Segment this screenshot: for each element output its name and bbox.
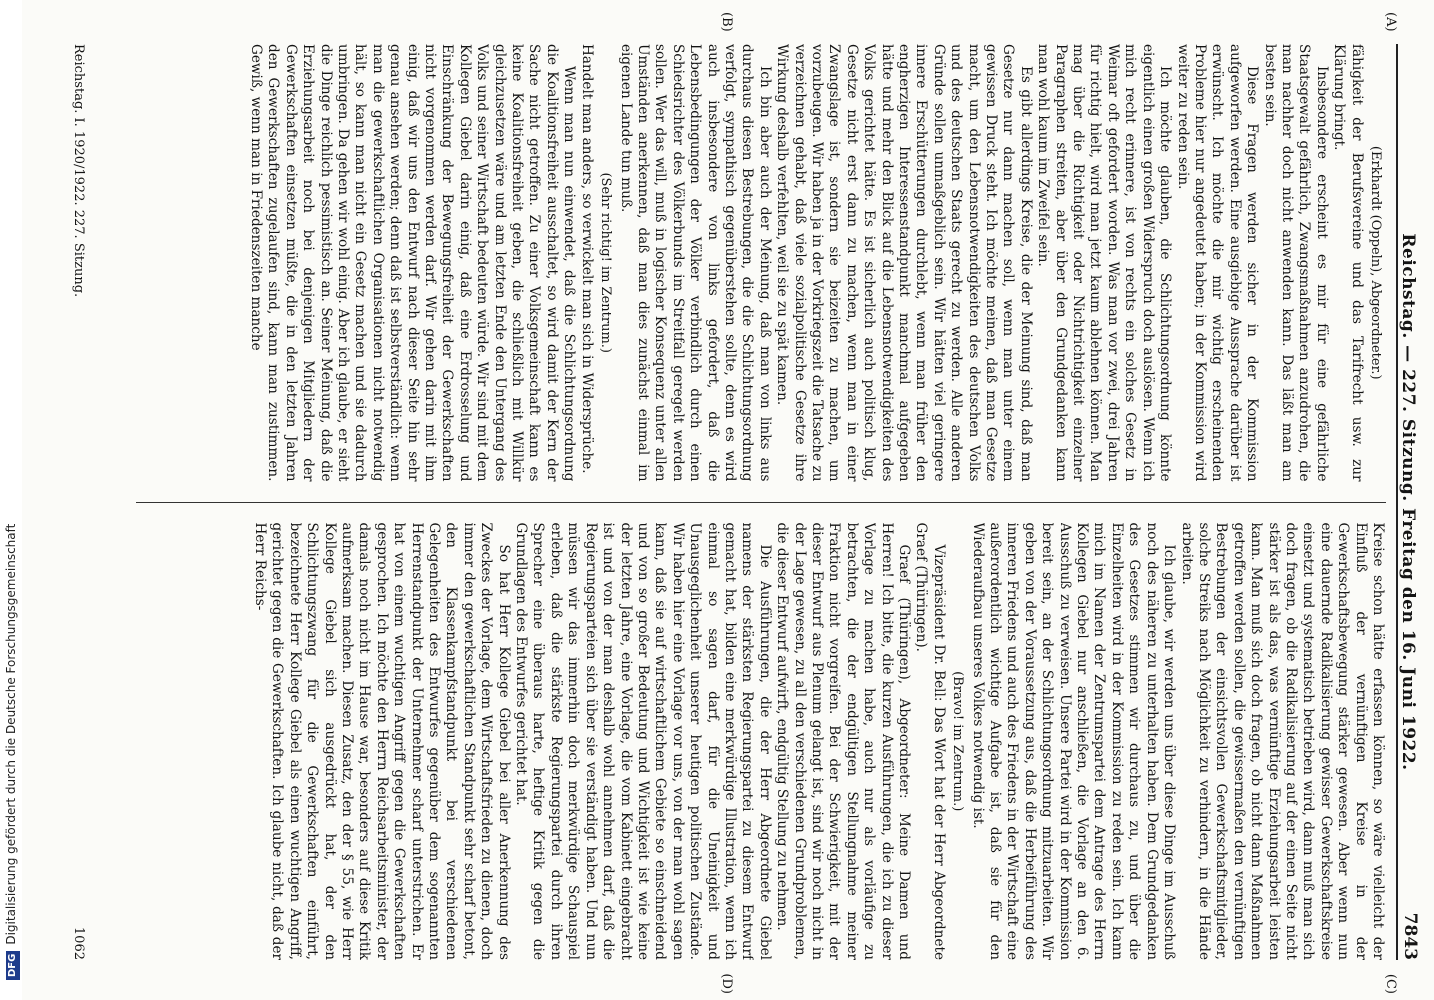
interjection: (Bravo! im Zentrum.) (950, 671, 966, 812)
page-footer (68, 44, 90, 960)
paragraph: Ich glaube, wir werden uns über diese Dinge im Ausschuß noch des näheren zu unterhalten haben. Dem Grundgedanken des Gesetzes stimmen wir durchaus zu, und über die Einzelheiten wird in der Kommission zu reden sein. Ich kann mich im Namen der Zentrumspartei dem Antrage des Herrn Kollegen Giebel nur anschließen, die Vorlage an den 6. Ausschuß zu verweisen. Unsere Partei wird in der Kommission bereit sein, an der Schlichtungsordnung mitzuarbeiten. Wir geben von der Voraussetzung aus, daß die Herbeiführung des inneren Friedens und auch des Friedens in der Wirtschaft eine außerordentlich wichtige Aufgabe ist, daß sie für den Wiederaufbau unseres Volkes notwendig ist. (969, 522, 1178, 960)
margin-mark-a: (A) (1383, 12, 1398, 32)
funding-note (0, 0, 22, 1000)
columns (136, 44, 1386, 960)
paragraph: Wenn man nun einwendet, daß die Schlichtungsordnung die Koalitionsfreiheit ausschaltet, so wird damit der Kern der Sache nicht getroffen. Zu einer Volksgemeinschaft kann es keine Koalitionsfreiheit geben, die schließlich mit Willkür gleichzusetzen wäre und am letzten Ende den Untergang des Volks und seiner Wirtschaft bedeuten würde. Wir sind mit dem Kollegen Giebel darin einig, daß eine Erdrosselung und Einschränkung der Bewegungsfreiheit der Gewerkschaften nicht vorgenommen werden darf. Wir gehen darin mit ihm einig, daß wir uns den Entwurf nach dieser Seite hin sehr genau ansehen werden; denn daß ist selbstverständlich: wenn man die gewerkschaftlichen Organisationen nicht notwendig hält, so kann man nicht ein Gesetz machen und sie dadurch umbringen. Da gehen wir wohl einig. Aber ich glaube, er sieht die Dinge reichlich pessimistisch an. Seiner Meinung, daß die Erziehungsarbeit noch bei denjenigen Mitgliedern der Gewerkschaften einsetzen müßte, die in den letzten Jahren den Gewerkschaften zugelaufen sind, kann man zustimmen. Gewiß, wenn man in Friedenszeiten manche (248, 44, 578, 482)
column-divider (136, 502, 1386, 503)
margin-mark-b: (B) (719, 12, 734, 32)
interjection: (Sehr richtig! im Zentrum.) (598, 172, 614, 354)
paragraph: Diese Fragen werden sicher in der Kommission aufgeworfen werden. Eine ausgiebige Aussprache darüber ist erwünscht. Ich möchte die mir wichtig erscheinenden Probleme hier nur angedeutet haben; in der Kommission wird weiter zu reden sein. (1174, 44, 1261, 482)
header-title: Reichstag. — 227. Sitzung. Freitag den 16. Juni 1922. (1398, 233, 1418, 771)
footer-left: Reichstag. I. 1920/1922. 227. Sitzung. (71, 44, 87, 298)
president-line: Vizepräsident Dr. Bell: Das Wort hat der Herr Abgeordnete Graef (Thüringen). (913, 522, 947, 960)
paragraph: Es gibt allerdings Kreise, die der Meinung sind, daß man Gesetze nur dann machen soll, wenn man unter einem gewissen Druck steht. Ich möchte meinen, daß man Gesetze macht, um den Lebensnotwendigkeiten des deutschen Volks und des deutschen Staats gerecht zu werden. Alle anderen Gründe sollen unmaßgeblich sein. Wir hätten viel geringere innere Erschütterungen durchlebt, wenn man früher den engherzigen Interessenstandpunkt manchmal aufgegeben hätte und mehr den Blick auf die Lebensnotwendigkeiten des Volks gerichtet hätte. Es ist sicherlich auch politisch klug, Gesetze nicht erst dann zu machen, wenn man in einer Zwangslage ist, sondern sie beizeiten zu machen, um vorzubeugen. Wir haben ja in der Vorkriegszeit die Tatsache zu verzeichnen gehabt, daß viele sozialpolitische Gesetze ihre Wirkung deshalb verfehlten, weil sie zu spät kamen. (774, 44, 1034, 482)
paragraph: Die Ausführungen, die der Herr Abgeordnete Giebel namens der stärksten Regierungspartei zu diesem Entwurf gemacht hat, bilden eine merkwürdige Illustration, wenn ich einmal so sagen darf, für die Uneinigkeit und Unausgeglichenheit unserer heutigen politischen Zustände. Wir haben hier eine Vorlage vor uns, von der man wohl sagen kann, daß sie auf wirtschaftlichem Gebiete so einschneidend und von so großer Bedeutung und Wichtigkeit ist wie keine der letzten Jahre, eine Vorlage, die vom Kabinett eingebracht ist und von der man deshalb wohl annehmen darf, daß die Regierungsparteien sich über sie verständigt haben. Und nun müssen wir das immerhin doch merkwürdige Schauspiel erleben, daß die stärkste Regierungspartei durch ihren Sprecher eine überaus harte, heftige Kritik gegen die Grundlagen des Entwurfes gerichtet hat. (513, 522, 773, 960)
paragraph: Insbesondere erscheint es mir für eine gefährliche Staatsgewalt gefährlich, Zwangsmaßnahmen anzudrohen, die man nachher doch nicht anwenden kann. Das läßt man am besten sein. (1261, 44, 1330, 482)
left-column (136, 44, 1386, 482)
margin-mark-c: (C) (1383, 973, 1398, 994)
right-column (136, 523, 1386, 961)
paragraph: Kreise schon hätte erfassen können, so wäre vielleicht der Einfluß der vernünftigen Kreise in der Gewerkschaftsbewegung stärker gewesen. Aber wenn nun eine dauernde Radikalisierung gewisser Gewerkschaftskreise einsetzt und systematisch betrieben wird, dann muß man sich doch fragen, ob die Radikalisierung auf der einen Seite nicht stärker ist als das, was vernünftige Erziehungsarbeit leisten kann. Man muß sich doch fragen, ob nicht dann Maßnahmen getroffen werden sollen, die gewissermaßen den vernünftigen Bestrebungen der einsichtsvollen Gewerkschaftsmitglieder, solche Streiks nach Möglichkeit zu verhindern, in die Hände arbeiten. (1178, 522, 1386, 960)
funding-sidebar (0, 0, 22, 1000)
right-paragraphs-2 (251, 523, 912, 961)
paragraph: Ich bin aber auch der Meinung, daß man von links aus durchaus diesen Bestrebungen, die die Schlichtungsordnung verfolgt, sympathisch gegenüberstehen sollte, denn es wird auch insbesondere von links gefordert, daß die Lebensbedingungen der Völker verbindlich durch einen Schiedsrichter des Völkerbunds im Streitfall geregelt werden sollen. Wer das will, muß in logischer Konsequenz unter allen Umständen anerkennen, daß man dies zunächst einmal im eigenen Lande tun muß. (617, 44, 773, 482)
speaker-line: (Erkhardt (Oppeln), Abgeordneter.) (1368, 145, 1383, 380)
funding-text: Digitalisierung gefördert durch die Deutsche Forschungsgemeinschaft (4, 523, 18, 945)
page-rotated (54, 0, 1434, 1000)
paragraph: Ich möchte glauben, die Schlichtungsordnung könnte eigentlich einen großen Widerspruch doch auslösen. Wenn ich mich recht erinnere, ist von rechts ein solches Gesetz in Weimar oft gefordert worden. Was man vor zwei, drei Jahren für richtig hielt, wird man jetzt kaum ablehnen können. Man mag über die Richtigkeit oder Nichtrichtigkeit einzelner Paragraphen streiten, aber über den Grundgedanken kann man wohl kaum im Zweifel sein. (1035, 44, 1174, 482)
left-paragraphs-2 (247, 44, 595, 482)
paragraph: So hat Herr Kollege Giebel bei aller Anerkennung des Zweckes der Vorlage, dem Wirtschaftsfrieden zu dienen, doch immer den gewerkschaftlichen Standpunkt sehr scharf betont, den Klassenkampfstandpunkt bei verschiedenen Gelegenheiten des Entwurfes gegenüber dem sogenannten Herrenstandpunkt der Unternehmer scharf unterstrichen. Er hat von einem wuchtigen Angriff gegen die Gewerkschaften gesprochen. Ich möchte den Herrn Reichsarbeitsminister, der damals noch nicht im Hause war, besonders auf diese Kritik aufmerksam machen. Diesen Zusatz, den der § 55, wie Herr Kollege Giebel sich ausgedrückt hat, der den Schlichtungszwang für die Gewerkschaften einführt, bezeichnete Herr Kollege Giebel als einen wuchtigen Angriff, gerichtet gegen die Gewerkschaften. Ich glaube nicht, daß der Herr Reichs- (252, 522, 512, 960)
footer-page: 1062 (71, 926, 87, 960)
right-paragraphs (968, 523, 1386, 961)
paragraph: fähigkeit der Berufsvereine und das Tarifrecht usw. zur Klärung bringt. (1331, 44, 1365, 482)
paragraph: Handelt man anders, so verwickelt man sich in Widersprüche. (578, 44, 595, 474)
margin-mark-d: (D) (719, 973, 734, 994)
dfg-logo: DFG (6, 951, 20, 980)
page-number: 7843 (1400, 912, 1420, 960)
page-header (1396, 44, 1428, 960)
paragraph: Graef (Thüringen), Abgeordneter: Meine Damen und Herren! Ich bitte, die kurzen Ausführungen, die ich zu dieser Vorlage zu machen habe, auch nur als vorläufige zu betrachten, die der endgültigen Stellungnahme meiner Fraktion nicht vorgreifen. Bei der Schwierigkeit, mit der dieser Entwurf aus Plenum gelangt ist, sind wir noch nicht in der Lage gewesen, zu all den verschiedenen Grundproblemen, die dieser Entwurf aufwirft, endgültig Stellung zu nehmen. (774, 522, 913, 960)
left-paragraphs (616, 44, 1364, 482)
